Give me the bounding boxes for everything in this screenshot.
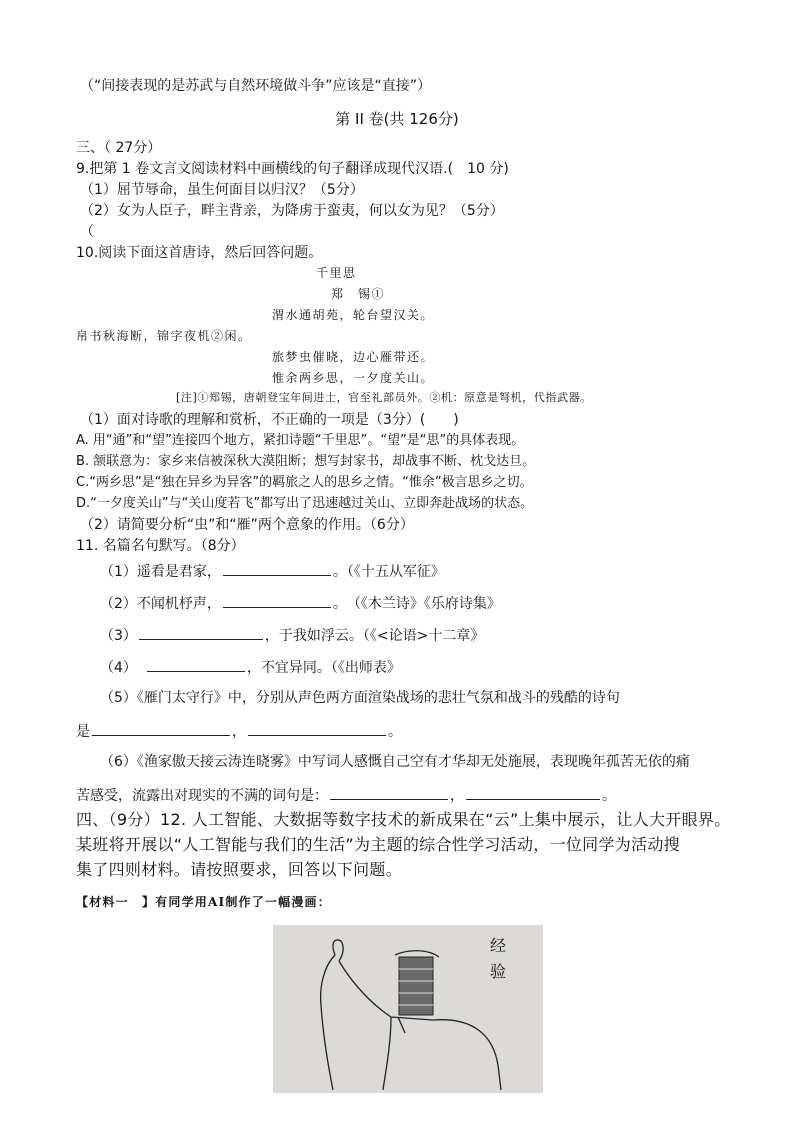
q11-line-5: （5）《雁门太守行》中，分别从声色两方面渲染战场的悲壮气氛和战斗的残酷的诗句 — [100, 690, 620, 706]
answer-blank-6b[interactable] — [466, 787, 600, 800]
answer-blank-6a[interactable] — [330, 787, 448, 800]
q11-line-5b-end: 。 — [388, 724, 402, 740]
q10-option-c: C.“两乡思”是“独在异乡为异客”的羁旅之人的思乡之情。“惟余”极言思乡之切。 — [76, 475, 533, 490]
volume-title: 第 II 卷(共 126分) — [335, 110, 459, 128]
poem-line-3: 旅梦虫催晓，边心雁带还。 — [272, 350, 435, 364]
q11-line-2 — [100, 595, 501, 611]
q9-sub1: （1）屈节辱命，虽生何面目以归汉？（5分） — [80, 182, 364, 198]
q11-line-3 — [100, 627, 484, 643]
poem-author: 郑 锡① — [331, 287, 386, 301]
q10-option-b: B. 颔联意为：家乡来信被深秋大漠阻断；想写封家书，却战事不断、枕戈达旦。 — [76, 454, 536, 469]
q11-line-2-suffix: 。 （《木兰诗》《乐府诗集》 — [332, 596, 501, 612]
q11-line-6b-prefix: 苦感受，流露出对现实的不满的词句是： — [76, 788, 328, 804]
section4-line-3: 集了四则材料。请按照要求，回答以下问题。 — [76, 860, 403, 879]
q11-line-4 — [100, 659, 401, 675]
answer-blank-1[interactable] — [223, 563, 331, 576]
cartoon-image — [273, 925, 543, 1093]
section3-header: 三、（ 27分） — [76, 140, 162, 156]
q11-line-2-prefix: （2）不闻机杼声， — [100, 596, 221, 612]
poem-title: 千里思 — [316, 266, 357, 280]
q11-line-5b-prefix: 是 — [76, 724, 90, 740]
q10-stem: 10.阅读下面这首唐诗，然后回答问题。 — [76, 245, 323, 261]
poem-line-1: 渭水通胡苑，轮台望汉关。 — [272, 308, 435, 322]
poem-line-4: 惟余两乡思，一夕度关山。 — [272, 371, 435, 385]
q10-sub1: （1）面对诗歌的理解和赏析，不正确的一项是（3分）( ) — [80, 412, 459, 428]
q11-line-3-prefix: （3） — [100, 628, 137, 644]
q11-line-6: （6）《渔家傲天接云涛连晓雾》中写词人感慨自己空有才华却无处施展，表现晚年孤苦无依的痛 — [100, 754, 690, 770]
q9-stem: 9.把第 1 卷文言文阅读材料中画横线的句子翻译成现代汉语.( 10 分) — [76, 161, 509, 177]
cartoon-text-2: 验 — [490, 962, 507, 981]
answer-blank-5b[interactable] — [248, 723, 386, 736]
q11-line-5b-comma: ， — [232, 724, 246, 740]
q11-line-1-prefix: （1）遥看是君家， — [100, 564, 221, 580]
q11-line-1-suffix: 。（《十五从军征》 — [332, 564, 445, 580]
poem-line-2: 帛书秋海断，锦字夜机②闲。 — [76, 329, 252, 343]
section4-line-2: 某班将开展以“人工智能与我们的生活”为主题的综合性学习活动，一位同学为活动搜 — [76, 835, 680, 854]
q11-line-6b — [76, 787, 616, 803]
q11-line-6b-end: 。 — [602, 788, 616, 804]
answer-blank-3[interactable] — [139, 627, 263, 640]
q11-line-4-suffix: ，不宜异同。（《出师表》 — [246, 660, 401, 676]
q10-option-d: D.“一夕度关山”与“关山度若飞”都写出了迅速越过关山、立即奔赴战场的状态。 — [76, 496, 534, 511]
cartoon-text-1: 经 — [490, 936, 507, 955]
section4-line-1: 四、（9分）12. 人工智能、大数据等数字技术的新成果在“云”上集中展示，让人大开眼界。 — [76, 810, 731, 829]
material-1-label: 【材料一 】有同学用AI制作了一幅漫画： — [76, 895, 331, 909]
q11-line-1 — [100, 563, 445, 579]
q10-option-a: A. 用“通”和“望”连接四个地方，紧扣诗题“千里思”。“望”是“思”的具体表现。 — [76, 433, 525, 448]
q11-line-4-prefix: （4） — [100, 660, 137, 676]
q9-sub2: （2）女为人臣子，畔主背亲，为降虏于蛮夷，何以女为见？（5分） — [80, 203, 504, 219]
q11-line-6b-comma: ， — [450, 788, 464, 804]
q11-line-5b — [76, 723, 402, 739]
q11-line-3-suffix: ，于我如浮云。（《<论语>十二章》 — [264, 628, 485, 644]
answer-blank-5a[interactable] — [92, 723, 230, 736]
q9-sub3: （ — [80, 224, 94, 240]
q11-stem: 11. 名篇名句默写。（8分） — [76, 538, 245, 554]
q10-sub2: （2）请简要分析“虫”和“雁”两个意象的作用。（6分） — [80, 517, 414, 533]
answer-blank-4[interactable] — [147, 659, 245, 672]
answer-blank-2[interactable] — [223, 595, 331, 608]
poem-note: [注]①郑锡，唐朝登宝年间进士，官至礼部员外。②机：原意是弩机，代指武器。 — [176, 391, 592, 404]
top-note: （“间接表现的是苏武与自然环境做斗争”应该是“直接”） — [80, 78, 432, 94]
